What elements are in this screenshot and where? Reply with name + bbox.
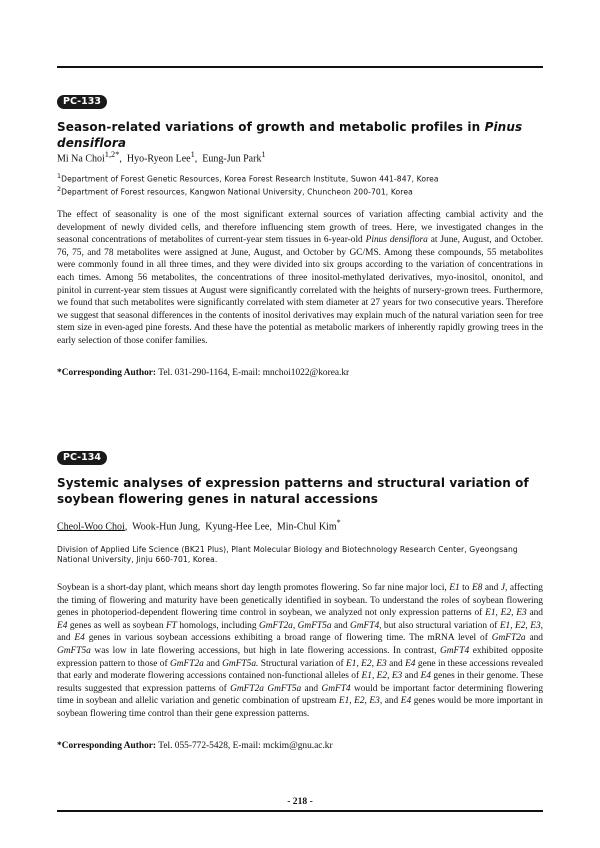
abstract-segment: and [57, 633, 75, 644]
abstract-segment: homologs, including [176, 620, 259, 631]
abstract-segment: and [331, 620, 350, 631]
abstract-text [57, 209, 543, 348]
italic-term: E4 [400, 696, 412, 707]
corresponding-author-label: *Corresponding Author: [57, 368, 157, 378]
italic-term: E2 [361, 658, 372, 669]
corresponding-author-contact: Tel. 055-772-5428, E-mail: mckim@gnu.ac.kr [158, 741, 333, 751]
abstract-segment: , [371, 671, 377, 682]
abstract-segment: was low in late flowering accessions, but high in late flowering accessions. In contrast, [90, 645, 441, 656]
italic-term: GmFT2a, GmFT5a [259, 620, 332, 631]
affiliation-list [57, 172, 543, 198]
entry-id-badge: PC-133 [57, 95, 107, 109]
abstract-segment: to [459, 583, 472, 593]
italic-term: GmFT2a [169, 658, 204, 669]
italic-term: GmFT2a [491, 633, 526, 644]
top-rule [57, 66, 543, 68]
italic-term: GmFT5a [57, 645, 91, 656]
italic-term: FT [165, 620, 177, 631]
author-name: Cheol-Woo Choi [57, 521, 125, 533]
abstract-segment: genes in various soybean accessions exhibiting a broad range of flowering time. The mRNA level of [84, 633, 492, 644]
abstract-segment: exhibited opposite expression pattern to those of [57, 645, 543, 669]
abstract-segment: and [526, 608, 543, 619]
affiliation-text: Department of Forest Genetic Resources, Korea Forest Research Institute, Suwon 441-847, Korea [61, 174, 439, 184]
italic-term: E2 [376, 671, 388, 682]
abstract-segment: , [387, 671, 392, 682]
abstract-segment: Structural variation of [258, 658, 347, 669]
abstract-segment: , [356, 658, 362, 669]
abstract-segment: genes would be more important in soybean flowering time control than their gene expression patterns. [57, 696, 543, 719]
abstract-segment: The effect of seasonality is one of the most significant external sources of variation affecting cambial activity and the development of newly divided cells, and therefore influencing stem growth of trees. Here, we investigated changes in the seasonal concentrations of metabolites of current-year stem tissues in 6-year-old [57, 210, 543, 246]
italic-term: GmFT4 [440, 645, 470, 656]
italic-term: E3 [391, 671, 403, 682]
author-name: Eung-Jun Park [202, 153, 262, 165]
entry-id-badge: PC-134 [57, 451, 107, 465]
italic-term: J [500, 583, 506, 593]
abstract-segment: would be important factor determining flowering time in soybean and allelic variation and genetic combination of upstream [57, 683, 544, 707]
abstract-text [57, 582, 543, 721]
affiliation-text: Department of Forest resources, Kangwon National University, Chuncheon 200-701, Korea [61, 187, 413, 197]
italic-term: GmFT4 [349, 620, 380, 631]
corresponding-author [57, 740, 543, 752]
author-name: Mi Na Choi [57, 153, 105, 165]
author-name: Min-Chul Kim [276, 521, 337, 533]
italic-term: E1 [361, 671, 372, 682]
abstract-segment: and [386, 658, 406, 669]
author-list: Cheol-Woo Choi, Wook-Hun Jung, Kyung-Hee Lee, Min-Chul Kim* [57, 518, 341, 533]
italic-term: E8 [471, 583, 483, 593]
italic-term: GmFT2a GmFT5a [230, 683, 302, 694]
italic-term: E1 [449, 583, 460, 593]
italic-term: GmFT4 [321, 683, 351, 694]
affiliation-text: Division of Applied Life Science (BK21 Plus), Plant Molecular Biology and Biotechnology Research Center, Gyeongsang National University, Jinju 660-701, Korea. [57, 545, 518, 565]
page-number: - 218 - [287, 796, 313, 807]
title-part: Systemic analyses of expression patterns and structural variation of soybean flowering genes in natural accessions [57, 476, 529, 506]
corresponding-author-label: *Corresponding Author: [57, 741, 157, 751]
abstract-segment: at June, August, and October. 76, 75, and 78 metabolites were assigned at June, August, and October by GC/MS. Among these compounds, 55 metabolites were commonly found in all three times, and they were divided into six groups according to the variation of concentrations in each times. Among 56 metabolites, the concentrations of three inositol-methylated derivatives, myo-inositol, ononitol, and pinitol in current-year stem tissues at August were significantly correlated with the heights of nursery-grown trees. Furthermore, we found that such metabolites were significantly correlated with stem diameter at 27 years for two consecutive years. Therefore we suggest that seasonal differences in the contents of inositol derivatives may explain much of the natural variation seen for tree stem size in even-aged pine forests. And these have the potential as metabolic markers of inherently rapidly growing trees in the early selection of those conifer families. [57, 235, 543, 346]
abstract-segment: , [371, 658, 377, 669]
abstract-segment: genes in their genome. These results suggested that expression patterns of [57, 671, 543, 694]
italic-term: E1, E2, E3 [485, 608, 527, 619]
italic-term: E1, E2, E3, [499, 620, 543, 631]
corresponding-author-contact: Tel. 031-290-1164, E-mail: mnchoi1022@korea.kr [158, 368, 350, 378]
italic-term: E4 [420, 671, 431, 682]
abstract-segment: and [203, 658, 223, 669]
author-list: Mi Na Choi$^{1,2*}$, Hyo-Ryeon Lee$^1$, Eung-Jun Park$^1$ [57, 150, 266, 165]
affiliation-list [57, 545, 543, 566]
author-name: Kyung-Hee Lee [205, 521, 270, 533]
abstract-segment: genes as well as soybean [67, 620, 166, 631]
italic-term: Pinus densiflora [365, 235, 428, 246]
abstract-segment: , but also structural variation of [379, 620, 500, 631]
affiliation-line [57, 545, 543, 566]
abstract-segment: and [482, 583, 501, 593]
entry-title [57, 475, 543, 507]
author-affiliation-mark: * [336, 518, 341, 527]
author-affiliation-mark: 1 [261, 150, 266, 159]
title-part: Season-related variations of growth and metabolic profiles in [57, 120, 485, 134]
abstract-segment: and [301, 683, 322, 694]
bottom-rule [57, 810, 543, 812]
author-name: Wook-Hun Jung [132, 521, 198, 533]
author-name: Hyo-Ryeon Lee [126, 153, 191, 165]
affiliation-mark: 2 [57, 185, 62, 193]
abstract-segment: , affecting the timing of flowering and maturity have been genetically identified in soybean. To understand the roles of soybean flowering genes in photoperiod-dependent flowering time control in soybean, we analyzed not only expression patterns of [57, 583, 543, 619]
abstract-segment: Soybean is a short-day plant, which means short day length promotes flowering. So far nine major loci, [57, 583, 450, 593]
italic-term: E1, E2, E3, [338, 696, 383, 707]
abstract-segment: gene in these accessions revealed that early and moderate flowering accessions contained non-functional alleles of [57, 658, 544, 682]
abstract-segment: and [382, 696, 401, 707]
entry-title [57, 119, 543, 151]
italic-term: E4 [57, 620, 68, 631]
italic-term: E1 [346, 658, 357, 669]
affiliation-mark: 1 [57, 173, 62, 180]
italic-term: E4 [74, 633, 85, 644]
italic-term: E3 [376, 658, 387, 669]
title-part: Pinus densiflora [57, 120, 523, 150]
abstract-segment: and [525, 633, 543, 644]
author-affiliation-mark: 1,2* [104, 150, 120, 159]
italic-term: GmFT5a. [222, 658, 259, 669]
affiliation-line [57, 185, 543, 198]
affiliation-line [57, 172, 543, 185]
abstract-segment: and [402, 671, 421, 682]
corresponding-author [57, 367, 543, 379]
italic-term: E4 [405, 658, 416, 669]
author-affiliation-mark: 1 [190, 150, 195, 159]
